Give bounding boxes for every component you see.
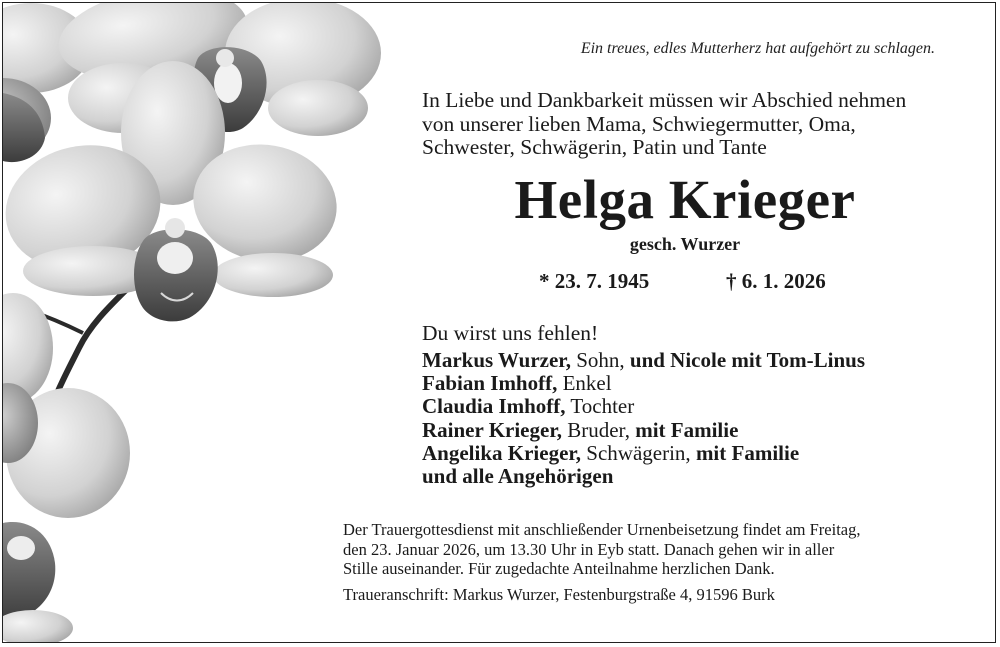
mourner-extra: mit Familie bbox=[629, 417, 739, 442]
mourner-name: Fabian Imhoff, bbox=[422, 371, 558, 396]
farewell-line: Du wirst uns fehlen! bbox=[422, 321, 599, 345]
orchid-bottom-left bbox=[3, 383, 130, 643]
intro-line: In Liebe und Dankbarkeit müssen wir Abschied nehmen bbox=[422, 88, 907, 112]
mourner-extra: mit Familie bbox=[690, 440, 800, 465]
mourner-row bbox=[422, 442, 865, 465]
mourning-address: Traueranschrift: Markus Wurzer, Festenburgstraße 4, 91596 Burk bbox=[343, 585, 775, 604]
mourner-name: Angelika Krieger, bbox=[422, 440, 582, 465]
service-line: den 23. Januar 2026, um 13.30 Uhr in Eyb statt. Danach gehen wir in aller bbox=[343, 539, 835, 559]
mourner-name: und alle Angehörigen bbox=[422, 464, 614, 489]
mourner-relation: Bruder, bbox=[561, 417, 630, 442]
mourner-row bbox=[422, 419, 865, 442]
birth-date: * 23. 7. 1945 bbox=[539, 269, 650, 293]
intro-text bbox=[422, 89, 906, 160]
mourner-row bbox=[422, 349, 865, 372]
mourner-extra: und Nicole mit Tom-Linus bbox=[624, 348, 866, 372]
mourner-name: Rainer Krieger, bbox=[422, 417, 562, 442]
death-date: † 6. 1. 2026 bbox=[726, 269, 826, 293]
maiden-name: gesch. Wurzer bbox=[629, 234, 741, 254]
service-info bbox=[343, 520, 959, 579]
mourners-list bbox=[422, 349, 865, 488]
mourner-row bbox=[422, 465, 865, 488]
service-line: Der Trauergottesdienst mit anschließender Urnenbeisetzung findet am Freitag, bbox=[343, 520, 861, 539]
mourner-relation: Schwägerin, bbox=[581, 440, 691, 465]
motto: Ein treues, edles Mutterherz hat aufgehört zu schlagen. bbox=[580, 40, 935, 57]
deceased-name: Helga Krieger bbox=[514, 169, 856, 230]
mourner-name: Markus Wurzer, bbox=[422, 348, 571, 372]
mourner-relation: Tochter bbox=[565, 394, 635, 419]
mourner-relation: Sohn, bbox=[570, 348, 625, 372]
mourner-name: Claudia Imhoff, bbox=[422, 394, 566, 419]
intro-line: Schwester, Schwägerin, Patin und Tante bbox=[422, 135, 767, 159]
mourner-row bbox=[422, 395, 865, 418]
service-line: Stille auseinander. Für zugedachte Anteilnahme herzlichen Dank. bbox=[343, 559, 775, 578]
mourner-relation: Enkel bbox=[557, 371, 612, 396]
mourner-row bbox=[422, 372, 865, 395]
intro-line: von unserer lieben Mama, Schwiegermutter, Oma, bbox=[422, 111, 856, 136]
obituary-card bbox=[2, 2, 996, 643]
